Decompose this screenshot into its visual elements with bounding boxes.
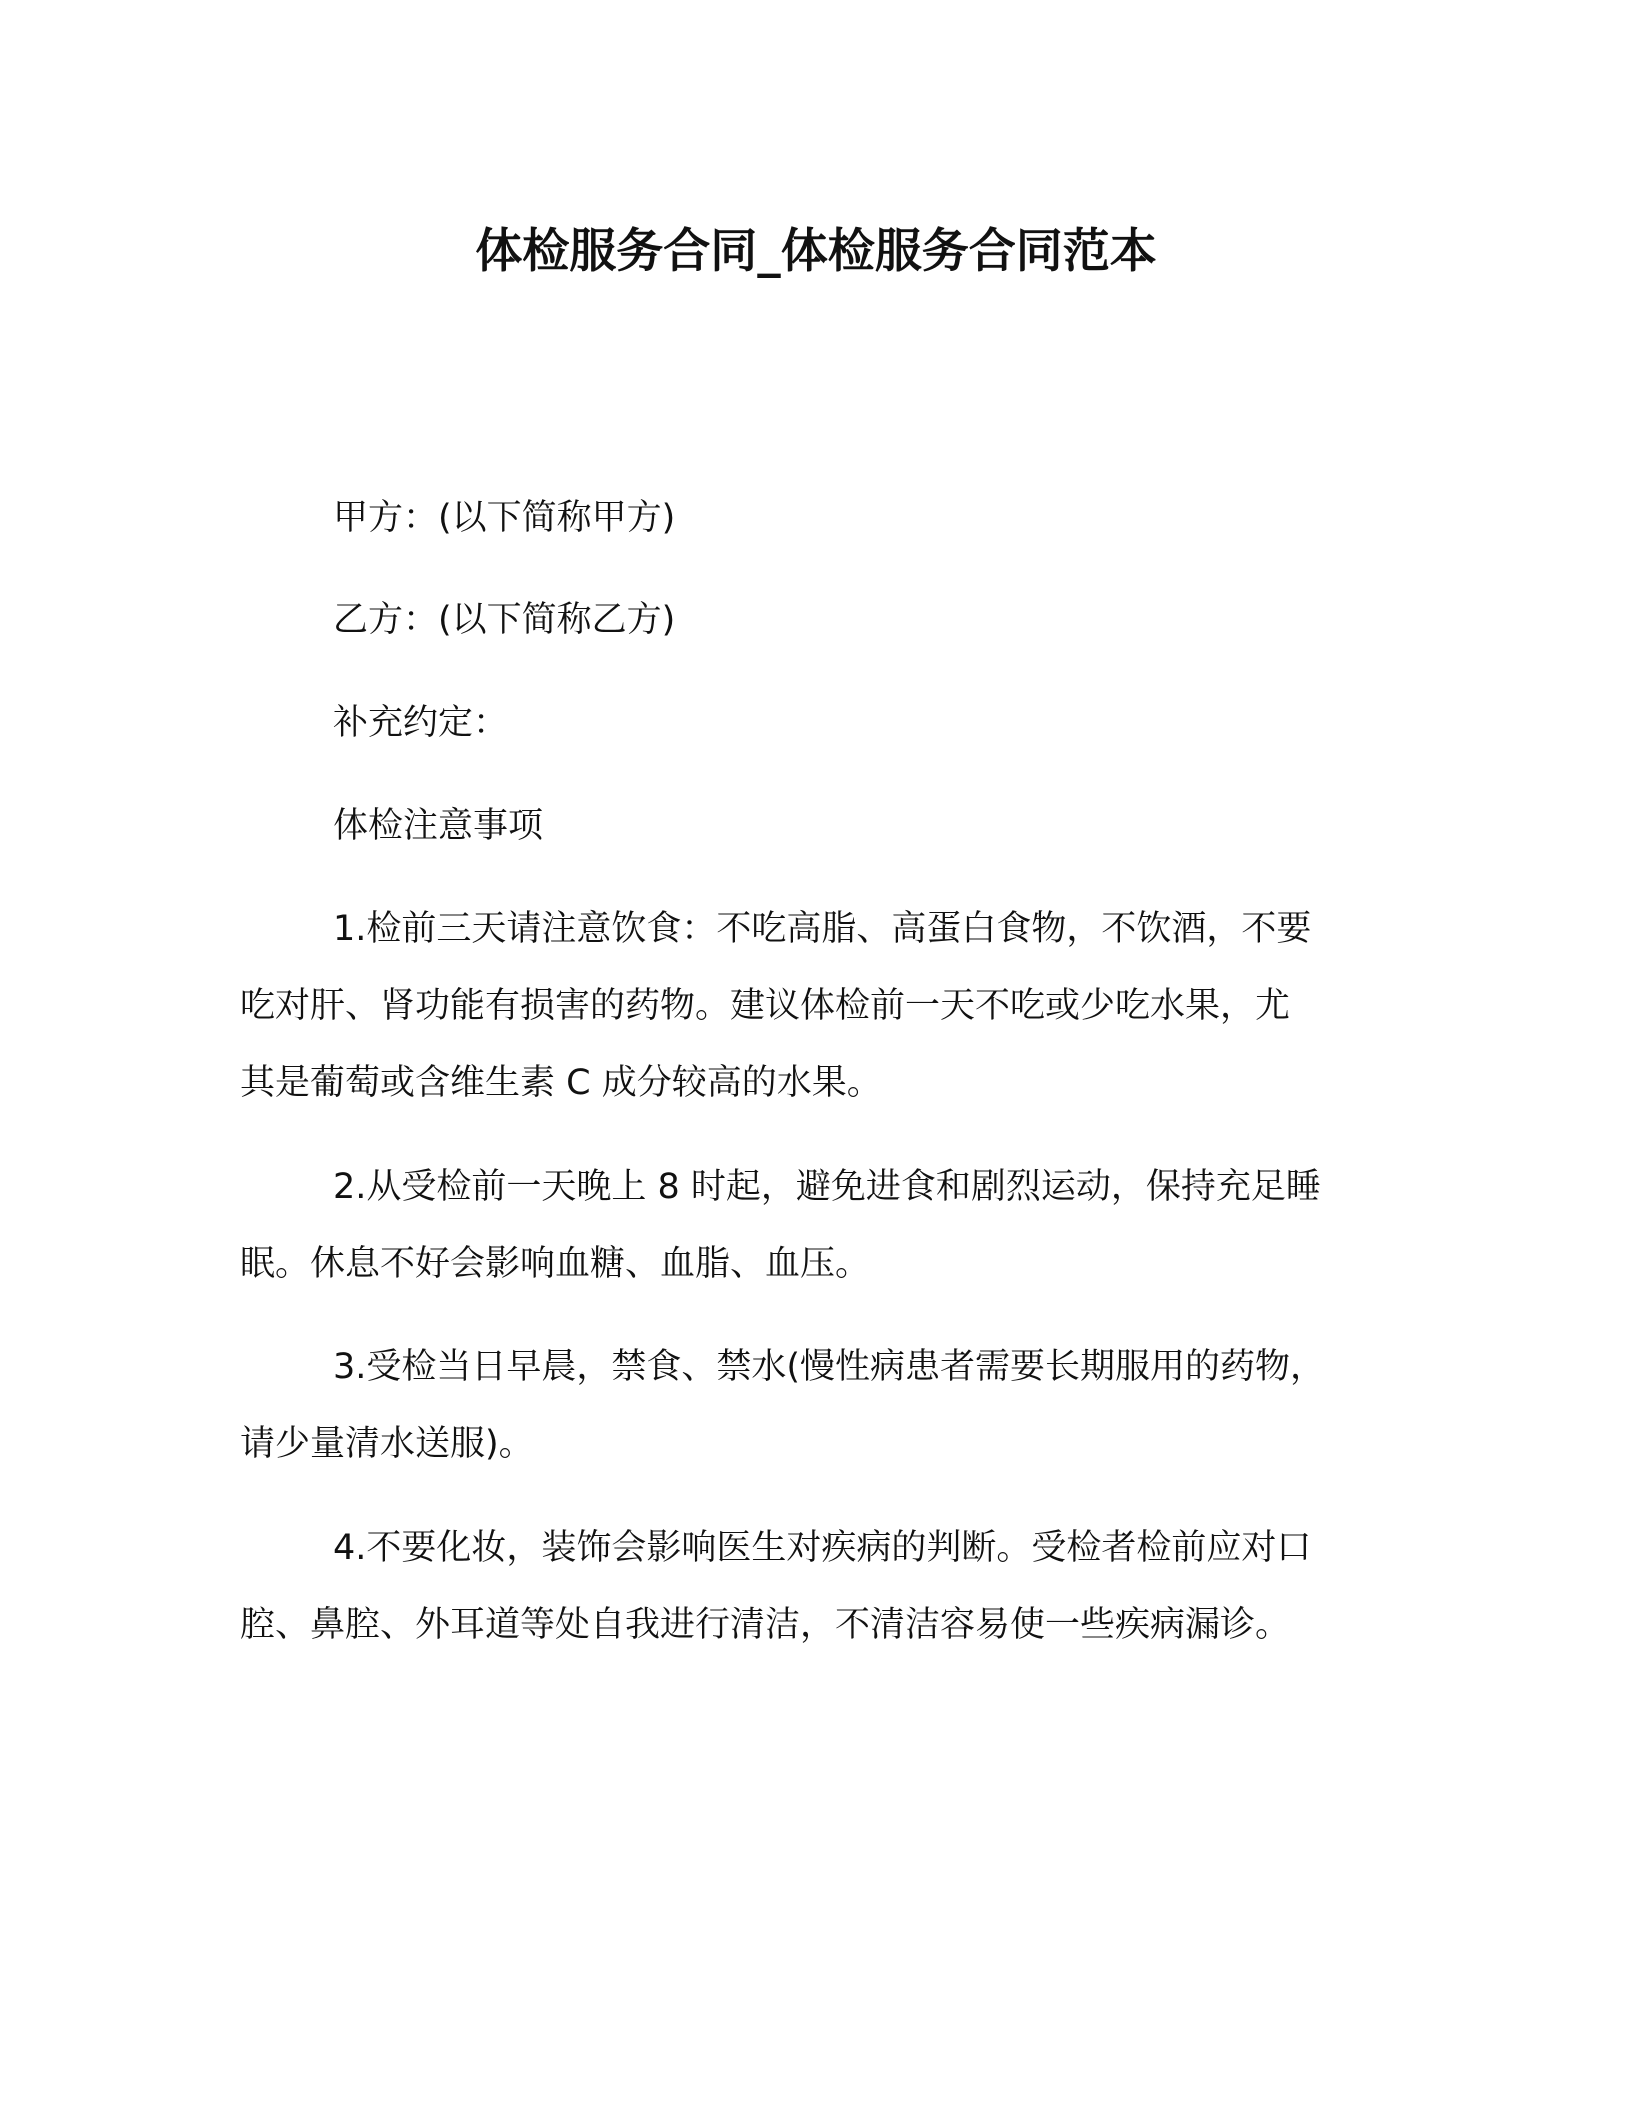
party-a-line: 甲方：(以下简称甲方) [333, 498, 676, 538]
item4-line2: 腔、鼻腔、外耳道等处自我进行清洁，不清洁容易使一些疾病漏诊。 [240, 1605, 1291, 1645]
item1-line1: 1.检前三天请注意饮食：不吃高脂、高蛋白食物，不饮酒，不要 [333, 909, 1312, 949]
party-b-line: 乙方：(以下简称乙方) [333, 600, 676, 640]
item4-line1: 4.不要化妆，装饰会影响医生对疾病的判断。受检者检前应对口 [333, 1528, 1312, 1568]
supplement-heading: 补充约定： [333, 703, 509, 743]
item1-line2: 吃对肝、肾功能有损害的药物。建议体检前一天不吃或少吃水果，尤 [240, 986, 1291, 1026]
item1-line3: 其是葡萄或含维生素 C 成分较高的水果。 [240, 1063, 882, 1103]
item2-line2: 眠。休息不好会影响血糖、血脂、血压。 [240, 1244, 871, 1284]
item3-line1: 3.受检当日早晨，禁食、禁水(慢性病患者需要长期服用的药物， [333, 1347, 1326, 1387]
notes-heading: 体检注意事项 [333, 806, 544, 846]
item2-line1: 2.从受检前一天晚上 8 时起，避免进食和剧烈运动，保持充足睡 [333, 1167, 1321, 1207]
document-title: 体检服务合同_体检服务合同范本 [475, 224, 1157, 279]
item3-line2: 请少量清水送服)。 [240, 1424, 534, 1464]
